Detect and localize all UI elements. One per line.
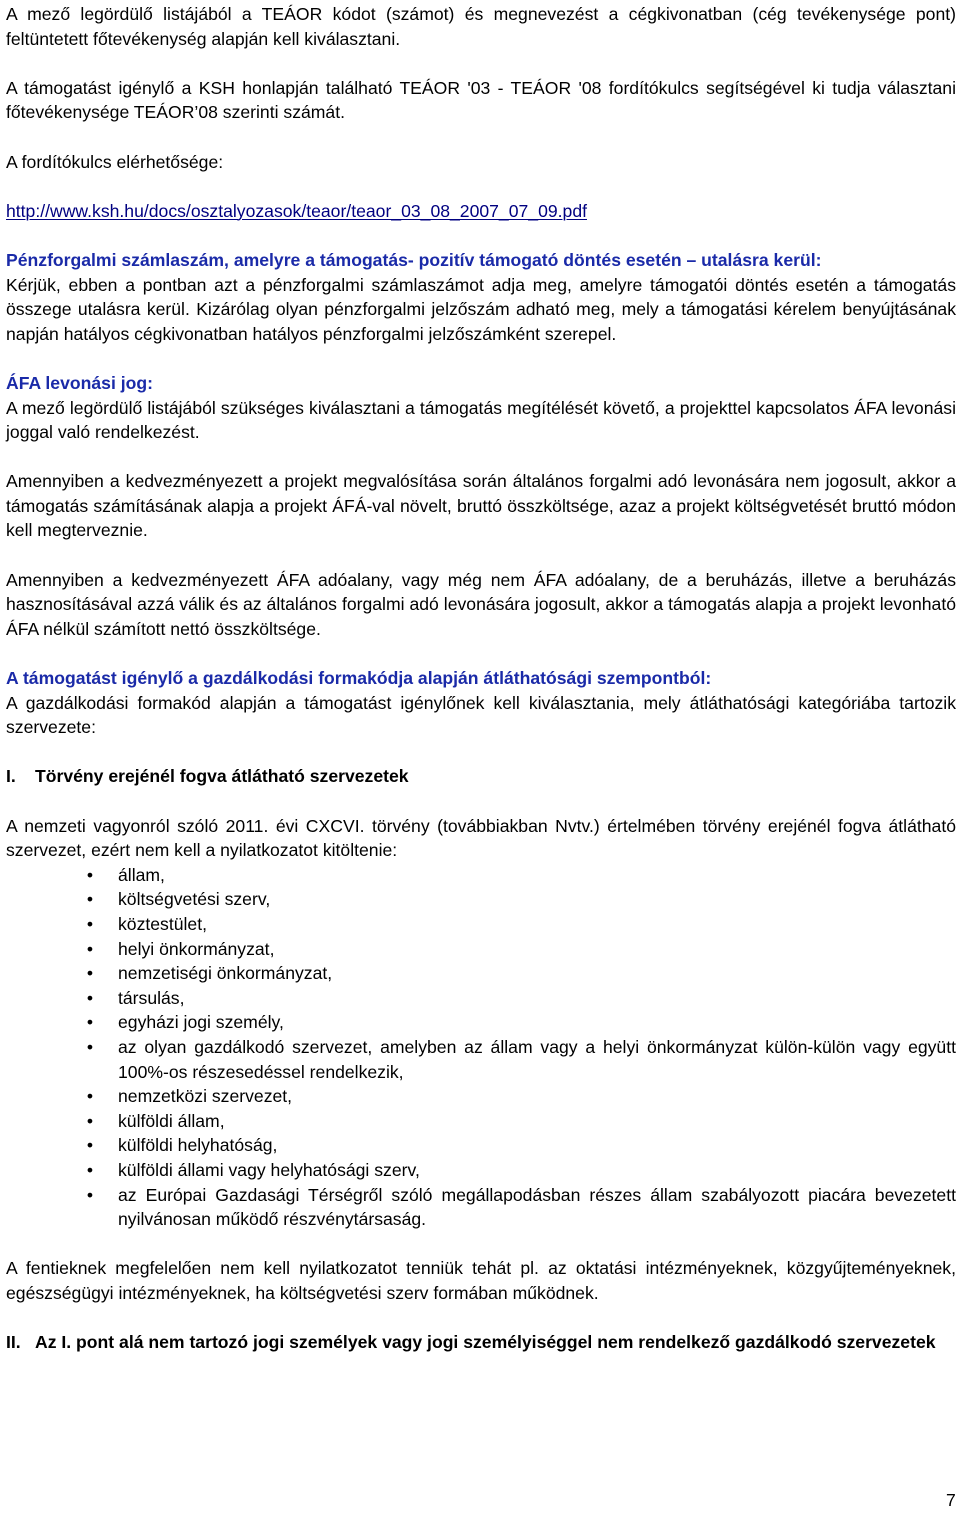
bullet-icon: • [86,864,94,885]
section-i-title: Törvény erejénél fogva átlátható szervezetek [35,766,409,787]
transparent-organizations-list [6,863,956,1232]
heading-bank-account: Pénzforgalmi számlaszám, amelyre a támogatás- pozitív támogató döntés esetén – utalásra kerül: [6,249,822,270]
section-i-number: I. [6,766,16,787]
bullet-icon: • [86,938,94,959]
paragraph-teaor-selection: A mező legördülő listájából a TEÁOR kódot (számot) és megnevezést a cégkivonatban (cég tevékenysége pont) feltüntetett főtevékenység alapján kell kiválasztani. [6,4,956,49]
bullet-icon: • [86,1135,94,1156]
bullet-icon: • [86,889,94,910]
list-item: • külföldi állami vagy helyhatósági szerv, [6,1158,956,1183]
heading-vat-deduction: ÁFA levonási jog: [6,372,153,393]
list-item: • helyi önkormányzat, [6,937,956,962]
bullet-icon: • [86,1159,94,1180]
heading-transparency-category: A támogatást igénylő a gazdálkodási formakódja alapján átláthatósági szempontból: [6,668,712,689]
list-item: • nemzetközi szervezet, [6,1084,956,1109]
paragraph-vat-entitled: Amennyiben a kedvezményezett ÁFA adóalany, vagy még nem ÁFA adóalany, de a beruházás, illetve a beruházás hasznosításával azzá válik és az általános forgalmi adó levonására jogosult, akkor a támogatás alapja a projekt levonható ÁFA nélkül számított nettó összköltsége. [6,569,956,639]
bullet-icon: • [86,1110,94,1131]
paragraph-vat-not-entitled: Amennyiben a kedvezményezett a projekt megvalósítása során általános forgalmi adó levonására nem jogosult, akkor a támogatás számításának alapja a projekt ÁFÁ-val növelt, bruttó összköltsége, azaz a projekt költségvetését bruttó módon kell megterveznie. [6,471,956,541]
paragraph-transparency-category: A gazdálkodási formakód alapján a támogatást igénylőnek kell kiválasztania, mely átláthatósági kategóriába tartozik szervezete: [6,692,956,738]
list-item: • nemzetiségi önkormányzat, [6,961,956,986]
list-item: • állam, [6,863,956,888]
list-item: • külföldi állam, [6,1109,956,1134]
paragraph-national-assets-act: A nemzeti vagyonról szóló 2011. évi CXCVI. törvény (továbbiakban Nvtv.) értelmében törvény erejénél fogva átlátható szervezet, ezért nem kell a nyilatkozatot kitöltenie: [6,815,956,861]
section-ii-title: Az I. pont alá nem tartozó jogi személyek vagy jogi személyiséggel nem rendelkező gazdálkodó szervezetek [35,1332,936,1353]
heading-section-i [6,764,956,789]
bullet-icon: • [86,963,94,984]
paragraph-bank-account: Kérjük, ebben a pontban azt a pénzforgalmi számlaszámot adja meg, amelyre támogatói döntés esetén a támogatás összege utalásra kerül. Kizárólag olyan pénzforgalmi jelzőszám adható meg, mely a támogatási kérelem benyújtásának napján hatályos cégkivonatban hatályos pénzforgalmi jelzőszámként szerepel. [6,274,956,344]
paragraph-conversion-key-availability: A fordítókulcs elérhetősége: [6,151,224,172]
heading-section-ii [6,1330,956,1355]
bullet-icon: • [86,1086,94,1107]
bullet-icon: • [86,913,94,934]
list-item: • társulás, [6,986,956,1011]
paragraph-examples: A fentieknek megfelelően nem kell nyilatkozatot tenniük tehát pl. az oktatási intézményeknek, közgyűjteményeknek, egészségügyi intézményeknek, ha költségvetési szerv formában működnek. [6,1258,956,1303]
list-item: • az olyan gazdálkodó szervezet, amelyben az állam vagy a helyi önkormányzat külön-külön vagy együtt 100%-os részesedéssel rendelkezik, [6,1035,956,1084]
list-item: • költségvetési szerv, [6,887,956,912]
document-page [6,2,956,1355]
bullet-icon: • [86,1184,94,1205]
bullet-icon: • [86,1012,94,1033]
list-item: • külföldi helyhatóság, [6,1133,956,1158]
page-number: 7 [946,1490,956,1510]
paragraph-vat-deduction: A mező legördülő listájából szükséges kiválasztani a támogatás megítélését követő, a projekttel kapcsolatos ÁFA levonási joggal való rendelkezést. [6,397,956,443]
paragraph-ksh-conversion-key: A támogatást igénylő a KSH honlapján található TEÁOR '03 - TEÁOR '08 fordítókulcs segítségével ki tudja választani főtevékenysége TEÁOR’08 szerinti számát. [6,77,956,123]
paragraph-link-container [6,199,956,224]
list-item: • köztestület, [6,912,956,937]
list-item: • egyházi jogi személy, [6,1010,956,1035]
teaor-conversion-key-link[interactable]: http://www.ksh.hu/docs/osztalyozasok/teaor/teaor_03_08_2007_07_09.pdf [6,200,587,221]
bullet-icon: • [86,1036,94,1057]
bullet-icon: • [86,987,94,1008]
section-ii-number: II. [6,1332,21,1353]
list-item: • az Európai Gazdasági Térségről szóló megállapodásban részes állam szabályozott piacára bevezetett nyilvánosan működő részvénytársaság. [6,1183,956,1232]
